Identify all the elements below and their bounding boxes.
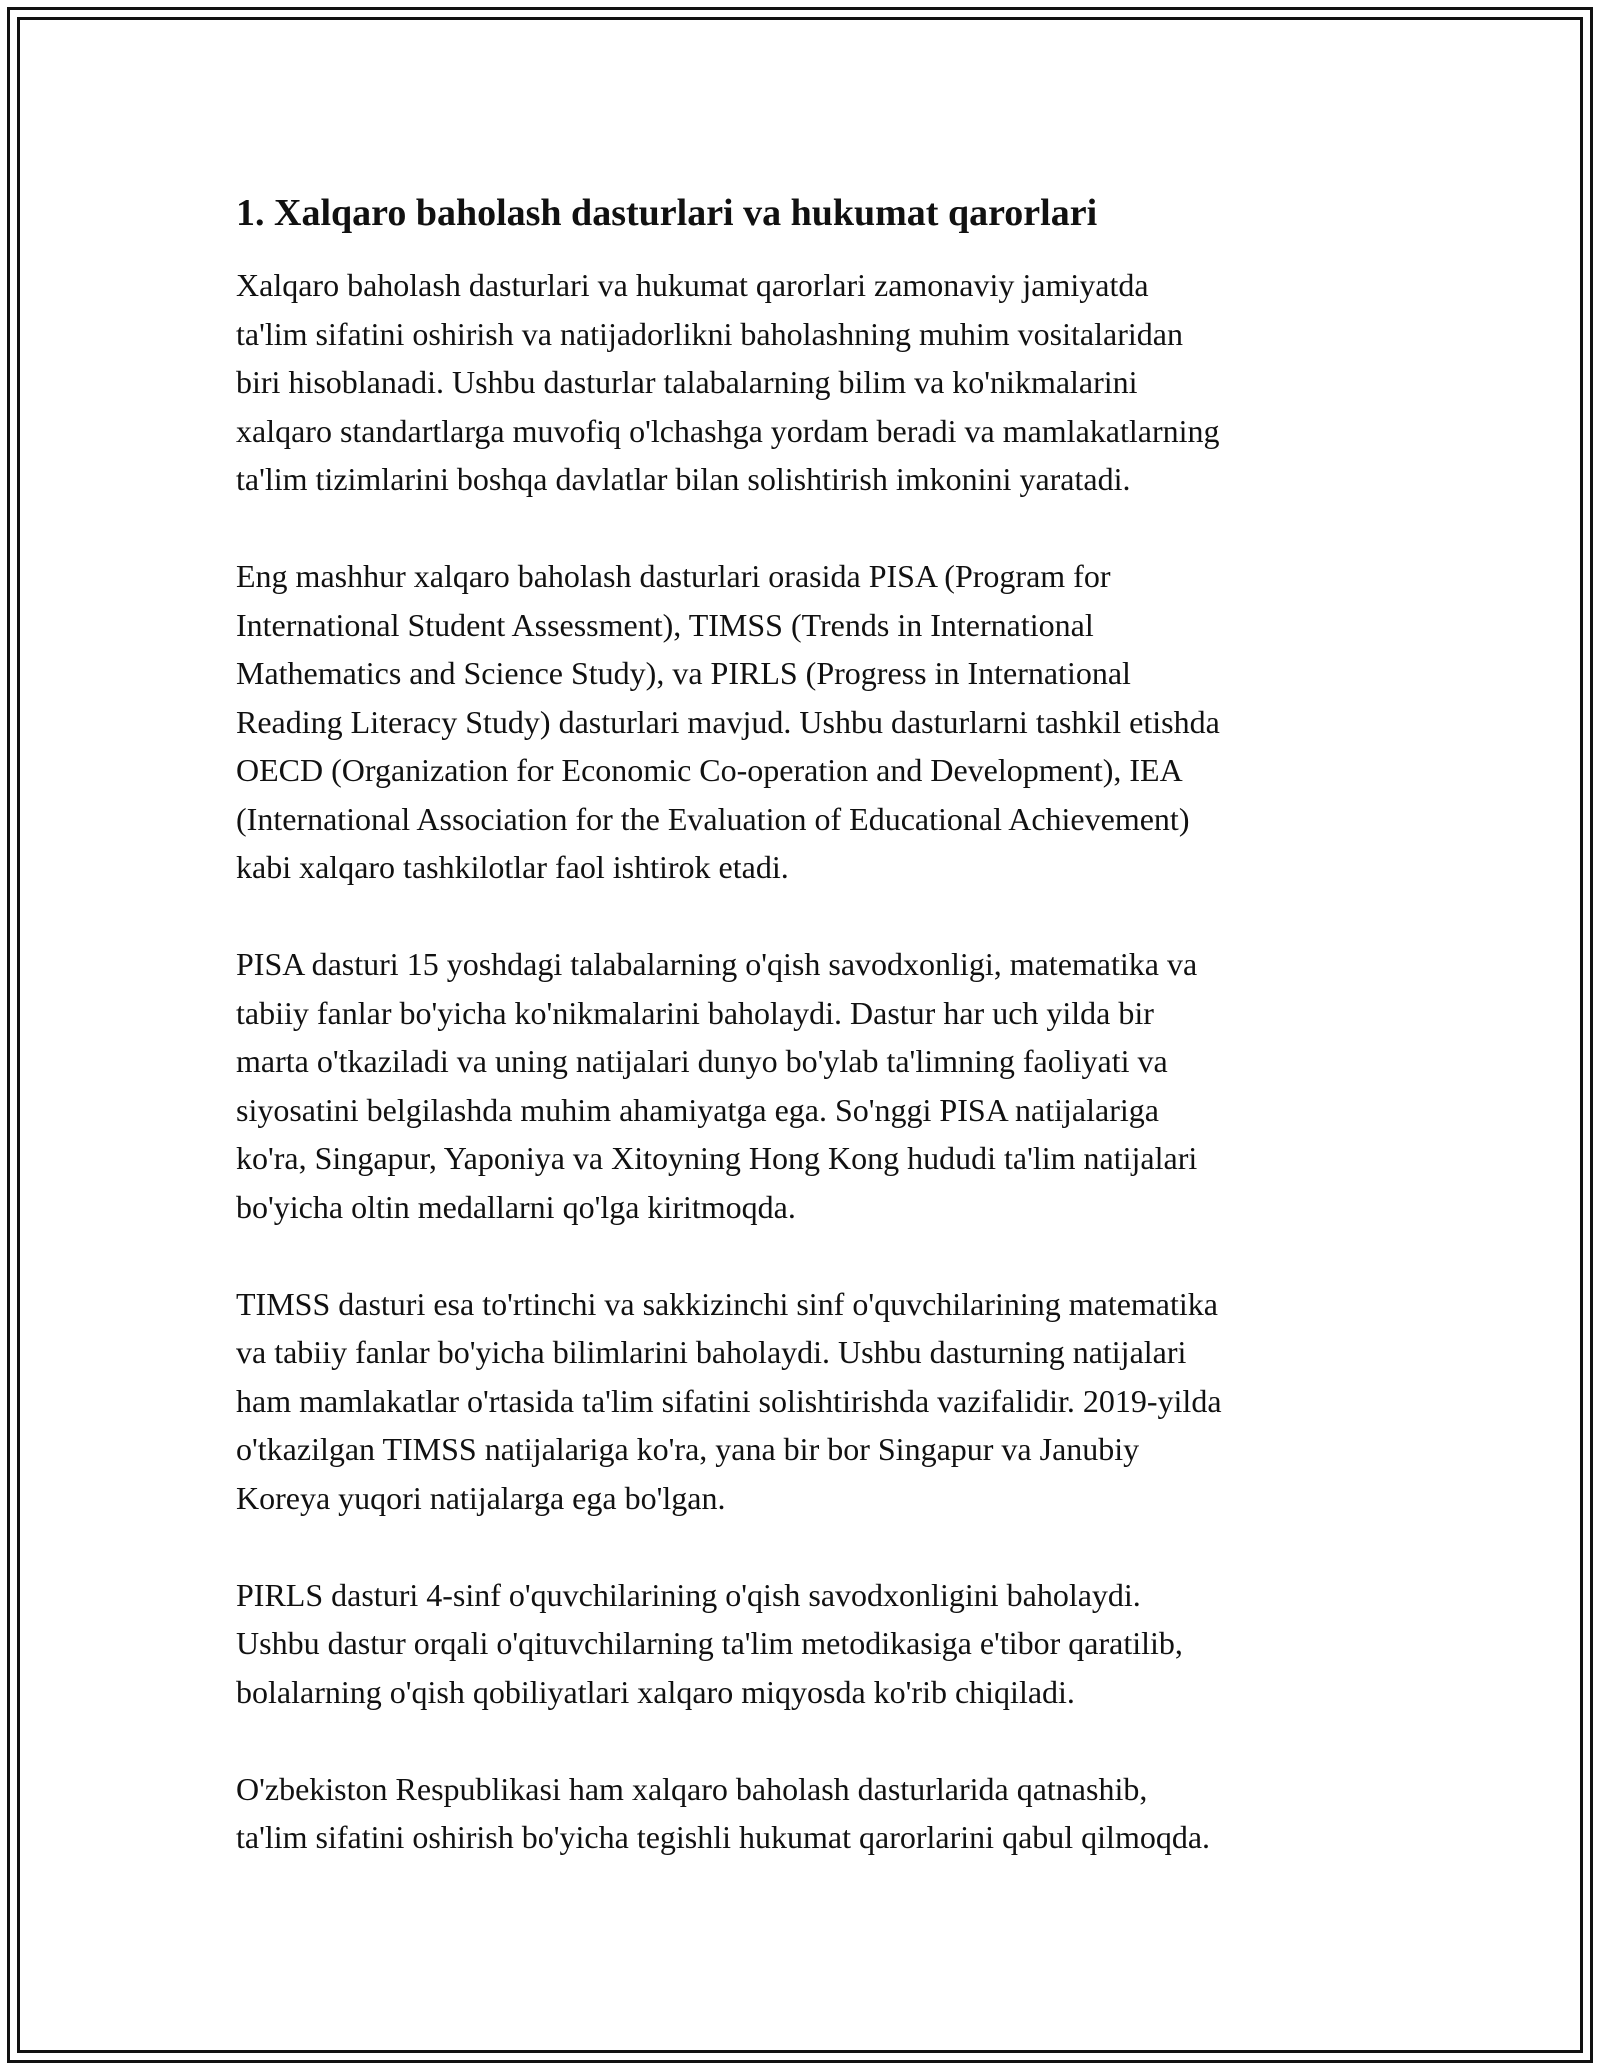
paragraph-timss: TIMSS dasturi esa to'rtinchi va sakkizinchi sinf o'quvchilarining matematika va tabiiy fanlar bo'yicha bilimlarini baholaydi. Ushbu dasturning natijalari ham mamlakatlar o'rtasida ta'lim sifatini solishtirishda vazifalidir. 2019-yilda o'tkazilgan TIMSS natijalariga ko'ra, yana bir bor Singapur va Janubiy Koreya yuqori natijalarga ega bo'lgan. <box>236 1285 1222 1516</box>
paragraph-pisa: PISA dasturi 15 yoshdagi talabalarning o'qish savodxonligi, matematika va tabiiy fanlar bo'yicha ko'nikmalarini baholaydi. Dastur har uch yilda bir marta o'tkaziladi va uning natijalari dunyo bo'ylab ta'limning faoliyati va siyosatini belgilashda muhim ahamiyatga ega. So'nggi PISA natijalariga ko'ra, Singapur, Yaponiya va Xitoyning Hong Kong hududi ta'lim natijalari bo'yicha oltin medallarni qo'lga kiritmoqda. <box>236 946 1198 1225</box>
paragraph-uzbekistan: O'zbekiston Respublikasi ham xalqaro baholash dasturlarida qatnashib, ta'lim sifatini oshirish bo'yicha tegishli hukumat qarorlarini qabul qilmoqda. <box>236 1770 1211 1855</box>
document-body <box>236 187 1376 1862</box>
paragraph-intro: Xalqaro baholash dasturlari va hukumat qarorlari zamonaviy jamiyatda ta'lim sifatini oshirish va natijadorlikni baholashning muhim vositalaridan biri hisoblanadi. Ushbu dasturlar talabalarning bilim va ko'nikmalarini xalqaro standartlarga muvofiq o'lchashga yordam beradi va mamlakatlarning ta'lim tizimlarini boshqa davlatlar bilan solishtirish imkonini yaratadi. <box>236 267 1220 497</box>
paragraph-programs: Eng mashhur xalqaro baholash dasturlari orasida PISA (Program for International Student Assessment), TIMSS (Trends in International Mathematics and Science Study), va PIRLS (Progress in International Reading Literacy Study) dasturlari mavjud. Ushbu dasturlarni tashkil etishda OECD (Organization for Economic Co-operation and Development), IEA (International Association for the Evaluation of Educational Achievement) kabi xalqaro tashkilotlar faol ishtirok etadi. <box>236 558 1220 885</box>
paragraph-pirls: PIRLS dasturi 4-sinf o'quvchilarining o'qish savodxonligini baholaydi. Ushbu dastur orqali o'qituvchilarning ta'lim metodikasiga e'tibor qaratilib, bolalarning o'qish qobiliyatlari xalqaro miqyosda ko'rib chiqiladi. <box>236 1576 1183 1710</box>
section-heading: 1. Xalqaro baholash dasturlari va hukumat qarorlari <box>236 192 1098 234</box>
